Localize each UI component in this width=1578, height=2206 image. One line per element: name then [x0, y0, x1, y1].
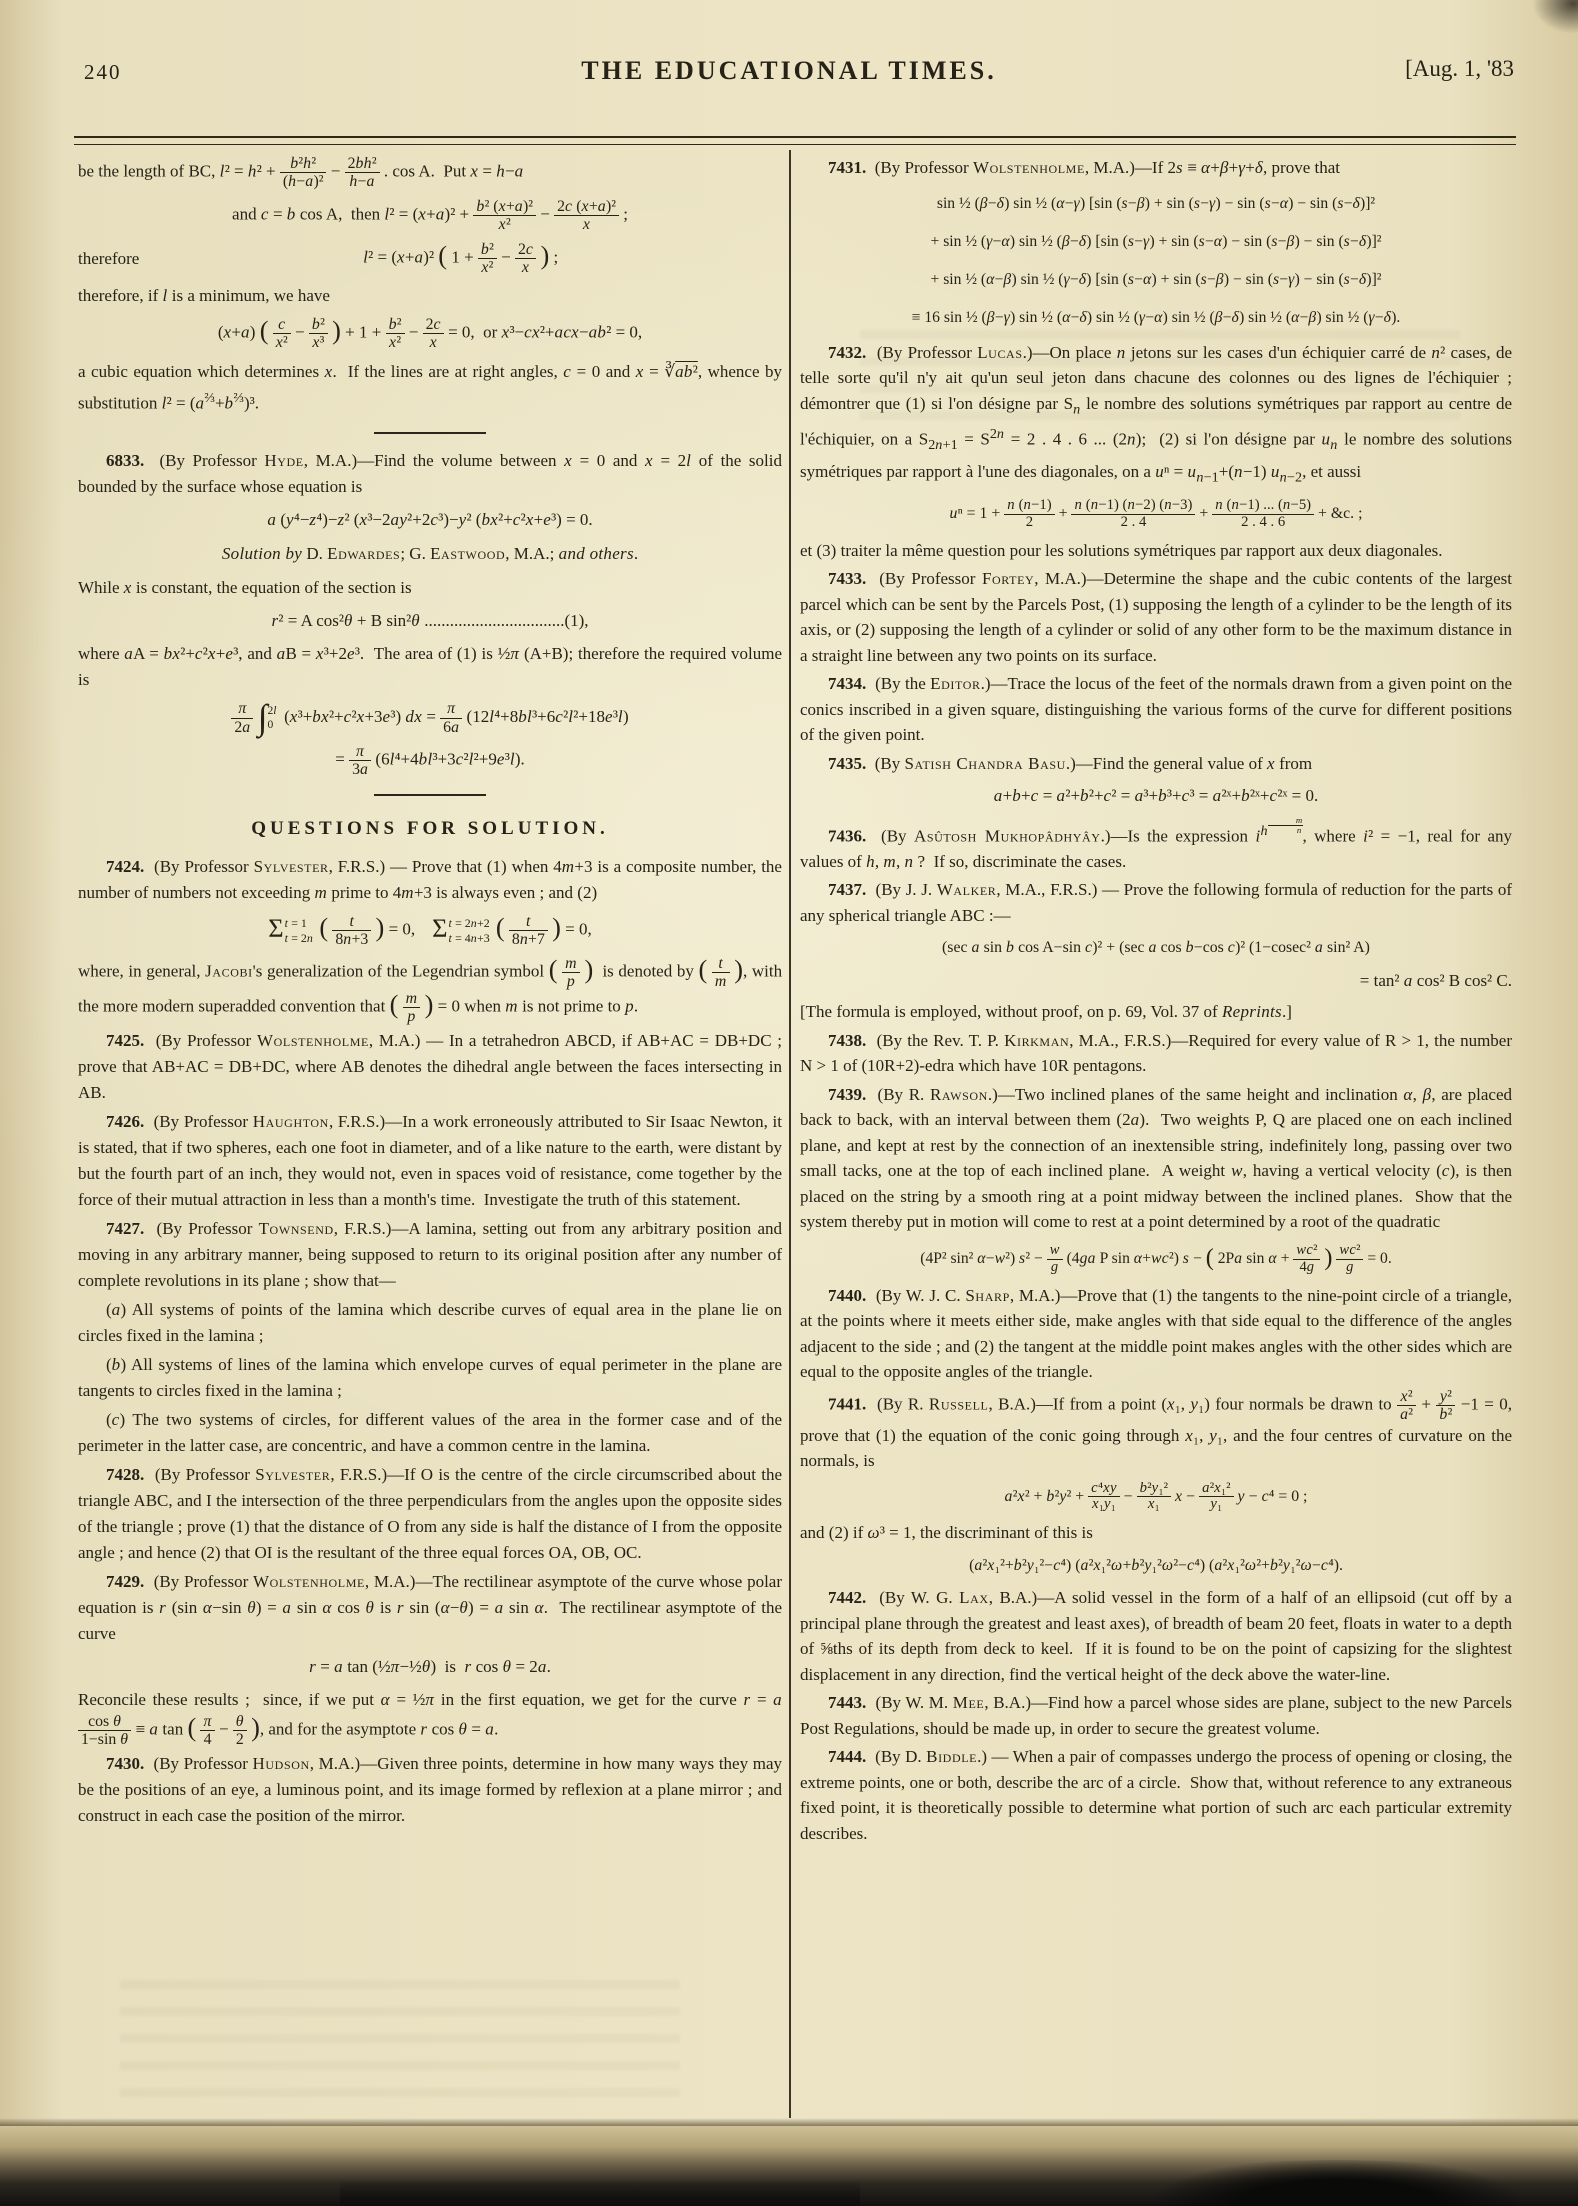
problem-7427-item-c: (c) The two systems of circles, for different values of the area in the former case and of the perimeter in the latter case, are concentric, and have a common centre in the lamina. — [78, 1410, 782, 1456]
right-column — [800, 152, 1512, 1849]
problem-7438: 7438. (By the Rev. T. P. Kirkman, M.A., F.R.S.)—Required for every value of R > 1, the number N > 1 of (10R+2)-edra which have 10R pentagons. — [800, 1030, 1512, 1076]
page-number: 240 — [84, 60, 122, 84]
carryover-text: therefore, if l is a minimum, we have — [78, 286, 330, 306]
problem-7426: 7426. (By Professor Haughton, F.R.S.)—In a work erroneously attributed to Sir Isaac Newton, it is stated, that if two spheres, each one foot in diameter, and of a like nature to the earth, were distant by but the fourth part of an inch, they would not, even in spaces void of resistance, come together by the force of their mutual attraction in less than a month's time. Investigate the truth of this statement. — [78, 1112, 782, 1210]
problem-7439: 7439. (By R. Rawson.)—Two inclined planes of the same height and inclination α, β, are placed back to back, with an interval between them (2a). Two weights P, Q are placed one on each inclined plane, and kept at rest by the connection of an inextensible string, indefinitely long, passing over two small tacks, one at the top of each inclined plane. A weight w, having a vertical velocity (c), is then placed on the string by a smooth ring at a point midway between the inclined planes. Show that the system thereby put in motion will come to rest at a point determined by a root of the quadratic — [800, 1084, 1513, 1232]
problem-7440: 7440. (By W. J. C. Sharp, M.A.)—Prove that (1) the tangents to the nine-point circle of a triangle, at the points where it meets either side, make angles with that side equal to the difference of the angles adjacent to the side ; and (2) the tangent at the middle point makes angles with the other sides which are equal to the opposite angles of the triangle. — [800, 1285, 1512, 1381]
problem-6833-body: where aA = bx²+c²x+e³, and aB = x³+2e³. The area of (1) is ½π (A+B); therefore the required volume is — [78, 644, 782, 690]
issue-date: [Aug. 1, '83 — [1405, 56, 1514, 81]
problem-7441-equation-1: a²x² + b²y² + $\frac{\text{c⁴xy}}{\text{x₁y₁}}$ − $\frac{\text{b²y₁²}}{\text{x₁}}$ x − $\frac{\text{a²x₁²}}{\text{y₁}}$ y − c⁴ = 0 ; — [1004, 1479, 1308, 1513]
problem-7434: 7434. (By the Editor.)—Trace the locus of the feet of the normals drawn from a given point on the conics inscribed in a given square, distinguishing the various forms of the curve for different positions of the given point. — [800, 674, 1512, 745]
problem-7431-equation-line: sin ½ (β−δ) sin ½ (α−γ) [sin (s−β) + sin (s−γ) − sin (s−α) − sin (s−δ)]² — [936, 194, 1376, 212]
problem-7444: 7444. (By D. Biddle.) — When a pair of compasses undergo the process of opening or closing, the extreme points, one or both, describe the arc of a circle. Show that, without reference to any extraneous fixed point, it is theoretically possible to determine what portion of such arc each particular extremity describes. — [800, 1747, 1512, 1843]
carryover-equation: and c = b cos A, then l² = (x+a)² + $\frac{\text{b² (x+a)²}}{\text{x²}}$ − $\frac{\text{2c (x+a)²}}{x}$ ; — [232, 198, 628, 234]
problem-7441-continued: and (2) if ω³ = 1, the discriminant of this is — [800, 1523, 1093, 1543]
problem-7437-equation-result: = tan² a cos² B cos² C. — [1359, 970, 1512, 990]
scan-shadow-blob — [1158, 2160, 1518, 2206]
problem-7437: 7437. (By J. J. Walker, M.A., F.R.S.) — Prove the following formula of reduction for the parts of any spherical triangle ABC :— — [800, 880, 1513, 925]
problem-6833-solution-by: Solution by D. Edwardes; G. Eastwood, M.A.; and others. — [221, 544, 639, 564]
left-column — [78, 152, 782, 1832]
problem-7435-equation: a+b+c = a²+b²+c² = a³+b³+c³ = a²ˣ+b²ˣ+c²ˣ = 0. — [993, 786, 1319, 806]
page-title: THE EDUCATIONAL TIMES. — [581, 56, 997, 85]
section-separator-rule — [374, 432, 486, 434]
problem-7441: 7441. (By R. Russell, B.A.)—If from a point (x₁, y₁) four normals be drawn to $\frac{\text{x²}}{\text{a²}}$ + $\frac{\text{y²}}{\text{b²}}$ −1 = 0, prove that (1) the equation of the conic going through x₁, y₁, and the four centres of curvature on the normals, is — [800, 1387, 1512, 1471]
problem-7442: 7442. (By W. G. Lax, B.A.)—A solid vessel in the form of a half of an ellipsoid (cut off by a principal plane through the greatest and least axes), of breadth of beam 20 feet, floats in water to a depth of ⅝ths of its depth from deck to keel. If it is found to be on the point of capsizing for the slightest displacement in any direction, find the vertical height of the deck above the water-line. — [800, 1588, 1512, 1684]
problem-7425: 7425. (By Professor Wolstenholme, M.A.) — In a tetrahedron ABCD, if AB+AC = DB+DC ; prove that AB+AC = DB+DC, where AB denotes the dihedral angle between the faces intersecting in AB. — [78, 1031, 783, 1103]
problem-7433: 7433. (By Professor Fortey, M.A.)—Determine the shape and the cubic contents of the largest parcel which can be sent by the Parcels Post, (1) supposing the length of a cylinder to be the length of its axis, or (2) supposing the length of a cylinder or solid of any other form to be the maximum distance in a straight line between any two points on its surface. — [800, 569, 1512, 665]
problem-7431-equation-line: + sin ½ (α−β) sin ½ (γ−δ) [sin (s−α) + sin (s−β) − sin (s−γ) − sin (s−δ)]² — [930, 270, 1382, 288]
problem-7429-equation: r = a tan (½π−½θ) is r cos θ = 2a. — [309, 1657, 551, 1677]
problem-7435: 7435. (By Satish Chandra Basu.)—Find the general value of x from — [828, 753, 1313, 773]
problem-7429-continued: Reconcile these results ; since, if we put α = ½π in the first equation, we get for the curve r = a $\frac{\text{cos θ}}{\text{1−sin θ}}$ ≡ a tan ( $\frac{\pi}{4}$ − $\frac{\theta}{2}$ ), and for the asymptote r cos θ = a. — [78, 1690, 782, 1749]
section-separator-rule — [374, 794, 486, 796]
bleed-through-texture — [120, 1980, 680, 2100]
problem-7424: 7424. (By Professor Sylvester, F.R.S.) — Prove that (1) when 4m+3 is a composite number, the number of numbers not exceeding m prime to 4m+3 is always even ; and (2) — [78, 856, 782, 902]
problem-7441-equation-2: (a²x₁²+b²y₁²−c⁴) (a²x₁²ω+b²y₁²ω²−c⁴) (a²x₁²ω²+b²y₁²ω−c⁴). — [969, 1556, 1343, 1574]
header-double-rule — [74, 136, 1516, 145]
problem-7432-equation: uⁿ = 1 + $\frac{n (n-1)}{2}$ + $\frac{n (n-1) (n-2) (n-3)}{2 . 4}$ + $\frac{n (n-1) ... (n-5)}{2 . 4 . 6}$ + &c. ; — [949, 496, 1363, 530]
scan-smudge — [1532, 0, 1578, 34]
problem-6833-volume-eq: $\frac{\pi}{2a}$ ∫ 2l 0 (x³+bx²+c²x+3e³) dx = $\frac{\pi}{6a}$ (12l⁴+8bl³+6c²l²+18e³l) — [78, 700, 782, 736]
problem-6833-body: While x is constant, the equation of the section is — [78, 578, 412, 598]
problem-7427-item-b: (b) All systems of lines of the lamina which envelope curves of equal perimeter in the plane are tangents to circles fixed in the lamina ; — [78, 1355, 782, 1401]
column-divider-rule — [789, 150, 791, 2118]
problem-7428: 7428. (By Professor Sylvester, F.R.S.)—If O is the centre of the circle circumscribed about the triangle ABC, and I the intersection of the three perpendiculars from the angles upon the opposite sides of the triangle ; prove (1) that the distance of O from any side is half the distance of I from the opposite angle ; and hence (2) that OI is the resultant of the three equal forces OA, OB, OC. — [78, 1465, 783, 1563]
problem-7431: 7431. (By Professor Wolstenholme, M.A.)—If 2s ≡ α+β+γ+δ, prove that — [828, 158, 1340, 177]
problem-6833-equation-1: r² = A cos²θ + B sin²θ .................................(1), — [271, 611, 589, 631]
equation: (x+a) ( $\frac{c}{\text{x²}}$ − $\frac{\text{b²}}{\text{x³}}$ ) + 1 + $\frac{\text{b²}}{\text{x²}}$ − $\frac{2c}{x}$ = 0, or x³−cx²+acx−ab² = 0, — [217, 316, 643, 352]
questions-for-solution-heading: QUESTIONS FOR SOLUTION. — [251, 817, 609, 839]
problem-6833-equation: a (y⁴−z⁴)−z² (x³−2ay²+2c³)−y² (bx²+c²x+e³) = 0. — [267, 510, 593, 530]
problem-6833-head: 6833. (By Professor Hyde, M.A.)—Find the volume between x = 0 and x = 2l of the solid bounded by the surface whose equation is — [78, 451, 782, 497]
scan-shadow-strip — [340, 2180, 860, 2206]
problem-7437-equation: (sec a sin b cos A−sin c)² + (sec a cos b−cos c)² (1−cosec² a sin² A) — [942, 939, 1370, 957]
problem-7432: 7432. (By Professor Lucas.)—On place n jetons sur les cases d'un échiquier carré de n² cases, de telle sorte qu'il n'y ait qu'un seul jeton dans chacune des colonnes ou des lignes de l'échiquier ; démontrer que (1) si l'on désigne par $S_n$ le nombre des solutions symétriques par rapport au centre de l'échiquier, on a $S_{2n+1} = S^{2n} = 2$ . 4 . 6 ... (2n); (2) si l'on désigne par $u_n$ le nombre des solutions symétriques par rapport à l'une des diagonales, on a $u^n = u_{n-1}+(n-1)$ $u_{n-2}$, et aussi — [800, 342, 1513, 486]
problem-7427-item-a: (a) All systems of points of the lamina which describe curves of equal area in the plane lie on circles fixed in the lamina ; — [78, 1300, 782, 1346]
carryover-equation-row — [78, 241, 782, 276]
therefore-label: therefore — [78, 248, 140, 268]
problem-7443: 7443. (By W. M. Mee, B.A.)—Find how a parcel whose sides are plane, subject to the new Parcels Post Regulations, should be made up, in order to secure the greatest volume. — [800, 1693, 1513, 1738]
problem-7430: 7430. (By Professor Hudson, M.A.)—Given three points, determine in how many ways they may be the positions of an eye, a luminous point, and its image formed by reflexion at a plane mirror ; and construct in each case the position of the mirror. — [78, 1754, 782, 1826]
problem-7424-equation: Σ t = 1 t = 2n ( $\frac{t}{8n+3}$ ) = 0, Σ t = 2n+2 t = 4n+3 ( $\frac{t}{8n+7}$ ) = 0, — [268, 912, 592, 949]
carryover-text: a cubic equation which determines x. If the lines are at right angles, c = 0 and x = ∛ab², whence by substitution $l^2 = (a^{\frac{2}{3}}+b^{\frac{2}{3}})^3$. — [78, 361, 782, 413]
carryover-text: be the length of BC, l² = h² + $\frac{\text{b²h²}}{\text{(h−a)²}}$ − $\frac{\text{2bh²}}{h-a}$ . cos A. Put x = h−a — [78, 155, 524, 191]
problem-6833-volume-eq: = $\frac{\pi}{3a}$ (6l⁴+4bl³+3c²l²+9e³l). — [335, 742, 525, 778]
equation: l² = (x+a)² ( 1 + $\frac{\text{b²}}{\text{x²}}$ − $\frac{2c}{x}$ ) ; — [363, 241, 559, 277]
problem-7429: 7429. (By Professor Wolstenholme, M.A.)—The rectilinear asymptote of the curve whose polar equation is r (sin α−sin θ) = a sin α cos θ is r sin (α−θ) = a sin α. The rectilinear asymptote of the curve — [78, 1572, 783, 1644]
problem-7431-equation-line: + sin ½ (γ−α) sin ½ (β−δ) [sin (s−γ) + sin (s−α) − sin (s−β) − sin (s−δ)]² — [930, 232, 1382, 250]
problem-7436: 7436. (By Asûtosh Mukhopâdhyây.)—Is the expression $i^{h \frac{m}{n}}$ , where i² = −1, real for any values of h, m, n ? If so, discriminate the cases. — [800, 814, 1513, 871]
problem-7432-continued: et (3) traiter la même question pour les solutions symétriques par rapport aux deux diagonales. — [800, 540, 1443, 560]
problem-7431-equation-line: ≡ 16 sin ½ (β−γ) sin ½ (α−δ) sin ½ (γ−α) sin ½ (β−δ) sin ½ (α−β) sin ½ (γ−δ). — [911, 308, 1401, 326]
problem-7424-continued: where, in general, Jacobi's generalization of the Legendrian symbol ( $\frac{m}{p}$ ) is denoted by ( $\frac{t}{m}$ ), with the more modern superadded convention that ( $\frac{m}{p}$ ) = 0 when m is not prime to p. — [78, 955, 783, 1026]
problem-7437-note: [The formula is employed, without proof, on p. 69, Vol. 37 of Reprints.] — [800, 1002, 1292, 1022]
problem-7427: 7427. (By Professor Townsend, F.R.S.)—A lamina, setting out from any arbitrary position and moving in any arbitrary manner, being supposed to return to its original position after any number of complete revolutions in its plane ; show that— — [78, 1219, 782, 1291]
problem-7439-equation: (4P² sin² α−w²) s² − $\frac{w}{g}$ (4ga P sin α+wc²) s − ( 2Pa sin α + $\frac{\text{wc²}}{4g}$ ) $\frac{\text{wc²}}{g}$ = 0. — [920, 1242, 1392, 1275]
